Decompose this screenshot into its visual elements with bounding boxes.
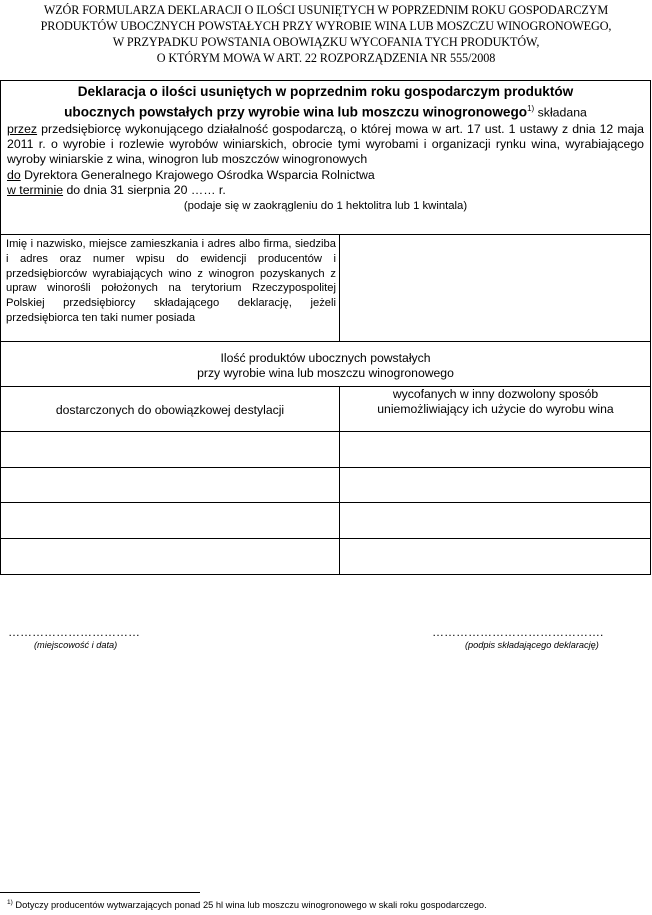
submitter-description (7, 122, 644, 168)
submitted-text: składana (534, 105, 587, 120)
table-row-4-distilled[interactable] (1, 539, 339, 573)
table-row-2-distilled[interactable] (1, 468, 339, 502)
quantity-header-line-2: przy wyrobie wina lub moszczu winogronowego (197, 366, 454, 380)
place-date-label: (miejscowość i data) (34, 640, 118, 650)
deadline-text: do dnia 31 sierpnia 20 …… r. (63, 183, 226, 198)
footnote-rule (0, 892, 200, 893)
form-title (0, 2, 652, 66)
table-row-4-withdrawn[interactable] (340, 539, 650, 573)
footnote-text: Dotyczy producentów wytwarzających ponad 25 hl wina lub moszczu winogronowego w skali roku gospodarczego. (12, 900, 487, 911)
title-line-3: W PRZYPADKU POWSTANIA OBOWIĄZKU WYCOFANIA TYCH PRODUKTÓW, (112, 35, 540, 49)
declaration-title (7, 83, 644, 122)
recipient (7, 168, 644, 183)
applicant-value-field[interactable] (341, 236, 649, 340)
place-date-line[interactable]: …………………………… (8, 625, 140, 639)
footnote-mark: 1) (7, 899, 13, 906)
table-row-3-withdrawn[interactable] (340, 503, 650, 537)
rounding-note: (podaje się w zaokrągleniu do 1 hektolitra lub 1 kwintala) (183, 199, 468, 212)
column-divider (339, 234, 340, 341)
table-row-1-distilled[interactable] (1, 432, 339, 466)
by-label: przez (7, 121, 38, 136)
title-line-2: PRODUKTÓW UBOCZNYCH POWSTAŁYCH PRZY WYROBIE WINA LUB MOSZCZU WINOGRONOWEGO, (40, 19, 612, 33)
withdrawn-column-header (340, 387, 651, 417)
table-row-1-withdrawn[interactable] (340, 432, 650, 466)
title-line-1: WZÓR FORMULARZA DEKLARACJI O ILOŚCI USUNIĘTYCH W POPRZEDNIM ROKU GOSPODARCZYM (43, 3, 609, 17)
quantity-header (1, 351, 650, 381)
applicant-label: Imię i nazwisko, miejsce zamieszkania i adres albo firma, siedziba i adres oraz numer wpisu do ewidencji producentów i przedsiębiorców wyrabiających wino z winogron pozyskanych z upraw winorośli położonych na terytorium Rzeczypospolitej Polskiej przedsiębiorcy składającego deklarację, jeżeli przedsiębiorca ten taki numer posiada (6, 238, 336, 324)
table-row-2-withdrawn[interactable] (340, 468, 650, 502)
to-label: do (7, 167, 21, 182)
declaration-title-line-2: ubocznych powstałych przy wyrobie wina lub moszczu winogronowego (64, 104, 528, 120)
footnote-mark: 1) (527, 104, 535, 113)
declaration-title-line-1: Deklaracja o ilości usuniętych w poprzednim roku gospodarczym produktów (77, 84, 574, 99)
declaration-form (0, 80, 651, 575)
table-row-3-distilled[interactable] (1, 503, 339, 537)
divider (1, 341, 650, 342)
by-text: przedsiębiorcę wykonującego działalność gospodarczą, o której mowa w art. 17 ust. 1 ustawy z dnia 12 maja 2011 r. o wyrobie i rozlewie wyrobów winiarskich, obrocie tymi wyrobami i organizacji rynku wina, wyrabiającego wyroby winiarskie z wina, winogron lub moszczów winogronowych (7, 121, 644, 167)
footnote (7, 899, 487, 910)
declaration-section (7, 83, 644, 213)
signature-label: (podpis składającego deklarację) (465, 640, 599, 650)
to-text: Dyrektora Generalnego Krajowego Ośrodka Wsparcia Rolnictwa (20, 167, 375, 182)
divider (1, 234, 650, 235)
title-line-4: O KTÓRYM MOWA W ART. 22 ROZPORZĄDZENIA NR 555/2008 (156, 51, 496, 65)
withdrawn-header-line-2: uniemożliwiający ich użycie do wyrobu wina (377, 402, 614, 416)
quantity-header-line-1: Ilość produktów ubocznych powstałych (220, 351, 431, 365)
withdrawn-header-line-1: wycofanych w inny dozwolony sposób (392, 387, 599, 401)
deadline-label: w terminie (7, 183, 64, 198)
deadline (7, 183, 644, 198)
distilled-column-header: dostarczonych do obowiązkowej destylacji (55, 403, 285, 417)
signature-line[interactable]: ……………………………………. (432, 625, 604, 639)
